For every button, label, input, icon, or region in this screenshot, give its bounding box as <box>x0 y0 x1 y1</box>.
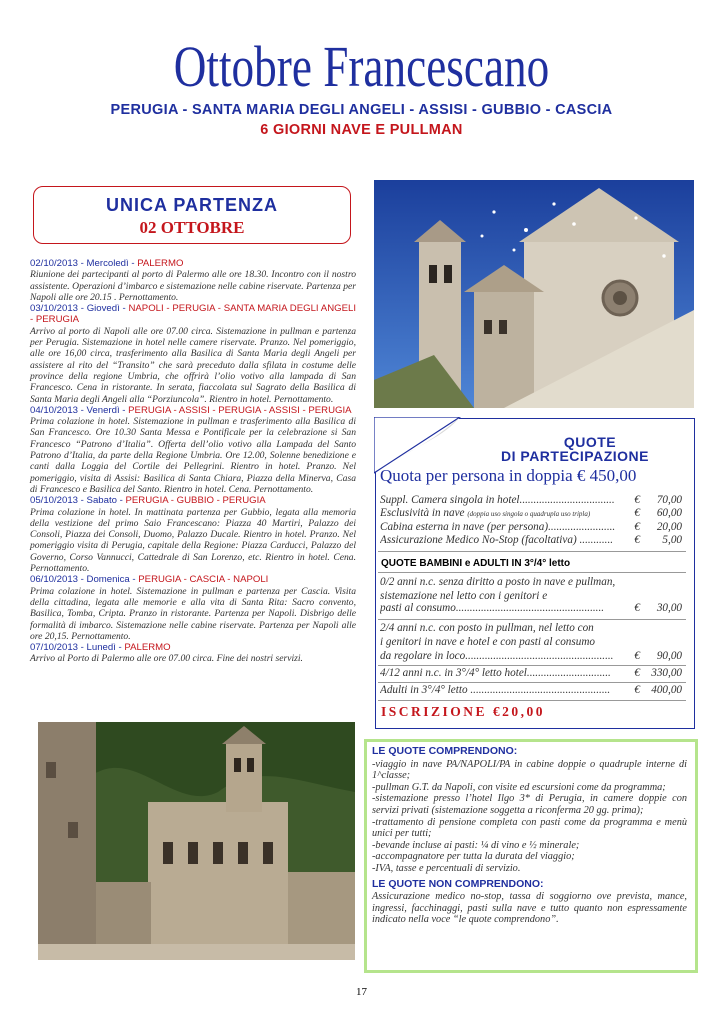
child-quote-label: Adulti in 3°/4° letto .................................................. <box>380 684 611 696</box>
supplement-row <box>380 507 682 519</box>
day-place: PERUGIA - GUBBIO - PERUGIA <box>125 495 266 507</box>
child-quote-value: 330,00 <box>651 667 682 679</box>
divider <box>378 700 686 701</box>
supplement-label: Suppl. Camera singola in hotel.................................. <box>380 494 615 506</box>
itinerary-day <box>30 303 356 405</box>
includes-item: -pullman G.T. da Napoli, con visite ed escursioni come da programma; <box>372 781 666 793</box>
duration-subtitle: 6 GIORNI NAVE E PULLMAN <box>260 122 463 138</box>
day-place: NAPOLI - PERUGIA - SANTA MARIA DEGLI ANGELI - PERUGIA <box>30 303 356 326</box>
divider <box>378 665 686 666</box>
itinerary-day <box>30 405 356 495</box>
day-date: 07/10/2013 - Lunedì - <box>30 642 122 654</box>
day-text: Prima colazione in hotel. Sistemazione in pullman e trasferimento alla Basilica di San Francesco. Ore 10.30 Santa Messa e Pontificale per la celebrazione si San Francesco “Patrono d’Italia”. Offerta dell’olio votivo alla Lampada del Santo Patrono d’Italia, da parte della Regione Umbria. Ore 12.00, Solenne benedizione e canti dalla Loggia del Cortile dei Pellegrini. Rientro in hotel. Pranzo. Nel pomeriggio, visita di Assisi: Basilica di Santa Chiara, Piazza della Minerva, Casa di Francesco e Basilica del Santo. Rientro in hotel. Cena. Pernottamento. <box>30 416 356 495</box>
divider <box>378 551 686 552</box>
itinerary-day <box>30 642 356 665</box>
child-quote-label: da regolare in loco..................................................... <box>380 650 614 662</box>
day-date: 03/10/2013 - Giovedì - <box>30 303 126 315</box>
day-text: Arrivo al porto di Napoli alle ore 07.00 circa. Sistemazione in pullman e partenza per Perugia. Sistemazione in hotel nelle camere riservate. Pranzo. Nel pomeriggio, alle ore 16,00 circa, trasferimento alla Basilica di Santa Maria degli Angeli per assistere al rito del “Transito” che sarà preceduto dalla sfilata in costume delle province della regione Umbria, che offrirà l’olio votivo alla lampada di San Francesco. Cena in ristorante. In serata, fiaccolata sul Sagrato della Basilica di Santa Maria degli Angeli alla “Porziuncola”. Rientro in hotel. Pernottamento. <box>30 325 356 405</box>
divider <box>378 619 686 620</box>
child-quote-row <box>380 602 682 614</box>
day-date: 04/10/2013 - Venerdì - <box>30 404 126 416</box>
day-text: Prima colazione in hotel. Sistemazione in pullman e partenza per Cascia. Visita della cittadina, legata alle memorie e alla vita di Santa Rita: Sacro convento, Basilica, Tomba, Cripta. Pranzo in ristorante. Partenza per Napoli. Disbrigo delle formalità di imbarco. Sistemazione nelle cabine riservate. Partenza per Napoli alle ore 20,15. Pernottamento. <box>30 585 356 642</box>
children-heading: QUOTE BAMBINI e ADULTI IN 3°/4° letto <box>381 558 571 569</box>
supplement-label: Assicurazione Medico No-Stop (facoltativa) ............ <box>380 534 614 546</box>
main-price: Quota per persona in doppia € 450,00 <box>380 466 637 485</box>
supplement-row <box>380 521 682 533</box>
child-quote-currency: € <box>634 602 640 614</box>
child-quote-label: 4/12 anni n.c. in 3°/4° letto hotel.............................. <box>380 667 611 679</box>
child-quote-currency: € <box>634 667 640 679</box>
supplement-currency: € <box>634 507 640 519</box>
departure-label: UNICA PARTENZA <box>106 195 278 215</box>
day-place: PALERMO <box>137 258 184 269</box>
supplement-value: 60,00 <box>656 507 682 519</box>
supplement-value: 20,00 <box>656 521 682 533</box>
includes-item: -viaggio in nave PA/NAPOLI/PA in cabine doppie o quadruple interne di 1^classe; <box>372 758 687 782</box>
includes-item: -IVA, tasse e percentuali di servizio. <box>372 862 521 874</box>
child-quote-line: sistemazione nel letto con i genitori e <box>380 590 548 602</box>
day-date: 05/10/2013 - Sabato - <box>30 495 123 507</box>
day-place: PALERMO <box>124 642 171 654</box>
registration-fee: ISCRIZIONE €20,00 <box>381 704 546 719</box>
supplement-row <box>380 494 682 506</box>
day-text: Arrivo al Porto di Palermo alle ore 07.00 circa. Fine dei nostri servizi. <box>30 653 303 665</box>
page-number: 17 <box>356 986 367 998</box>
supplement-value: 5,00 <box>662 534 682 546</box>
includes-item: -trattamento di pensione completa con pasti come da programma e menù unici per tutti; <box>372 816 687 840</box>
itinerary-day <box>30 574 356 642</box>
itinerary <box>30 258 356 665</box>
child-quote-line: 0/2 anni n.c. senza diritto a posto in nave e pullman, <box>380 576 616 588</box>
gubbio-photo <box>38 722 355 960</box>
itinerary-day <box>30 258 356 303</box>
divider <box>378 572 686 573</box>
day-place: PERUGIA - ASSISI - PERUGIA - ASSISI - PERUGIA <box>128 404 352 416</box>
child-quote-currency: € <box>634 650 640 662</box>
divider <box>378 682 686 683</box>
route-subtitle: PERUGIA - SANTA MARIA DEGLI ANGELI - ASSISI - GUBBIO - CASCIA <box>110 102 613 118</box>
basilica-photo <box>374 180 694 408</box>
page-title: Ottobre Francescano <box>173 34 550 99</box>
excluded-heading: LE QUOTE NON COMPRENDONO: <box>372 877 544 890</box>
day-text: Riunione dei partecipanti al porto di Palermo alle ore 18.30. Incontro con il nostro assistente. Operazioni d’imbarco e sistemazione nelle cabine riservate. Partenza per Napoli alle ore 20.15 . Pernottamento. <box>30 269 356 303</box>
includes-item: -accompagnatore per tutta la durata del viaggio; <box>372 851 575 863</box>
includes-content <box>372 746 687 926</box>
child-quote-line: i genitori in nave e hotel e con pasti al consumo <box>380 636 596 648</box>
supplement-label: Cabina esterna in nave (per persona)........................ <box>380 521 616 533</box>
quotes-heading-1: QUOTE <box>563 434 617 450</box>
itinerary-day <box>30 495 356 574</box>
child-quote-currency: € <box>634 684 640 696</box>
child-quote-row <box>380 667 682 679</box>
child-quote-label: pasti al consumo..................................................... <box>380 602 605 614</box>
includes-heading: LE QUOTE COMPRENDONO: <box>372 745 518 757</box>
day-text: Prima colazione in hotel. In mattinata partenza per Gubbio, legata alla memoria della vestizione del primo Saio Francescano: Piazza 40 Martiri, Palazzo dei Consoli, Piazza dei Consoli, Duomo, Palazzo Ducale. Rientro in hotel. Pranzo. Nel pomeriggio visita di Perugia, capitale della Regione: Piazza Carducci, Palazzo del Governo, Corso Vannucci, Cattedrale di San Lorenzo, etc. Rientro in hotel. Cena. Pernottamento. <box>30 506 356 575</box>
day-date: 06/10/2013 - Domenica - <box>30 574 136 586</box>
supplement-label: Esclusività in nave <box>380 507 465 519</box>
supplement-value: 70,00 <box>656 494 682 506</box>
quotes-heading-2: DI PARTECIPAZIONE <box>501 448 649 464</box>
excluded-text: Assicurazione medico no-stop, tassa di soggiorno ove prevista, mance, ingressi, facchinaggi, pasti sulla nave e tutto quanto non espressamente indicato nella voce “le quote comprendono”. <box>372 891 687 926</box>
child-quote-value: 30,00 <box>656 602 682 614</box>
supplement-currency: € <box>634 534 640 546</box>
departure-box <box>33 186 351 244</box>
departure-date: 02 OTTOBRE <box>139 218 245 237</box>
supplement-currency: € <box>634 521 640 533</box>
child-quote-row <box>380 650 682 662</box>
includes-item: -bevande incluse ai pasti: ¼ di vino e ½ minerale; <box>372 839 580 851</box>
supplement-row <box>380 534 682 546</box>
day-place: PERUGIA - CASCIA - NAPOLI <box>138 574 269 586</box>
child-quote-value: 90,00 <box>656 650 682 662</box>
supplement-note: (doppia uso singola o quadrupla uso tripla) <box>467 510 591 518</box>
day-date: 02/10/2013 - Mercoledì - <box>30 258 135 269</box>
supplement-currency: € <box>634 494 640 506</box>
includes-item: -sistemazione presso l’hotel Ilgo 3* di Perugia, in camere doppie con servizi privati (sistemazione soggetta a riconferma 20 gg. prima); <box>372 793 687 816</box>
child-quote-value: 400,00 <box>651 684 682 696</box>
child-quote-line: 2/4 anni n.c. con posto in pullman, nel letto con <box>380 622 594 634</box>
child-quote-row <box>380 684 682 696</box>
